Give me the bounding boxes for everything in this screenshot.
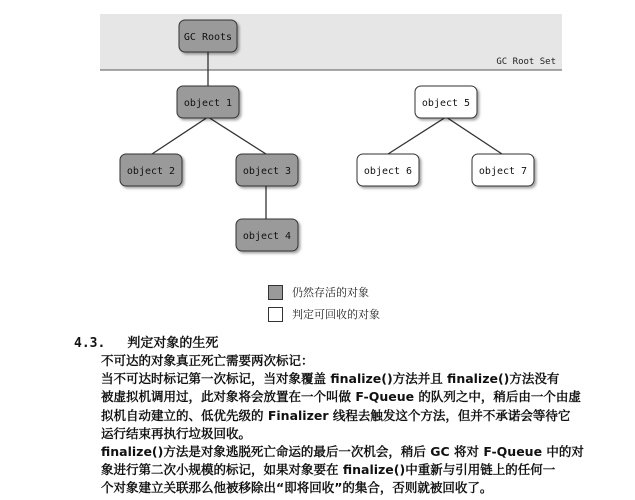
legend-item-live: [268, 281, 380, 303]
node-object-6-label: object 6: [363, 166, 413, 177]
section-number: 4.3.: [74, 336, 106, 351]
legend-label-dead: 判定可回收的对象: [292, 308, 380, 321]
node-object-5-label: object 5: [421, 98, 471, 109]
body-line: 被虚拟机调用过，此对象将会放置在一个叫做 F-Queue 的队列之中，稍后由一个由虚: [101, 389, 581, 405]
node-gc-roots-label: GC Roots: [183, 32, 233, 43]
legend-swatch-dead: [268, 307, 283, 322]
node-object-3-label: object 3: [242, 166, 292, 177]
node-object-7-label: object 7: [478, 166, 528, 177]
body-line: 当不可达时标记第一次标记，当对象覆盖 finalize()方法并且 finalize()方法没有: [101, 371, 560, 387]
body-line: 个对象建立关联那么他被移除出“即将回收”的集合，否则就被回收了。: [101, 480, 493, 496]
legend-label-live: 仍然存活的对象: [292, 286, 369, 299]
edge-object1-object2: [152, 117, 208, 154]
body-line: 不可达的对象真正死亡需要两次标记：: [101, 353, 314, 368]
legend-swatch-live: [268, 285, 283, 300]
gc-root-set-band: [100, 14, 562, 70]
node-object-1: [177, 86, 239, 118]
node-gc-roots: [179, 20, 237, 52]
legend-item-dead: [268, 303, 380, 325]
edge-object5-object6: [388, 117, 446, 154]
legend: [268, 281, 380, 325]
body-text: [101, 352, 631, 498]
body-line: 拟机自动建立的、低优先级的 Finalizer 线程去触发这个方法，但并不承诺会等待它: [101, 407, 571, 423]
gc-root-set-label: GC Root Set: [496, 57, 556, 67]
node-object-5: [415, 86, 477, 118]
node-object-3: [236, 154, 298, 186]
edge-object5-object7: [446, 117, 502, 154]
node-object-1-label: object 1: [183, 98, 233, 109]
body-line: 象进行第二次小规模的标记，如果对象要在 finalize()中重新与引用链上的任何一: [101, 462, 556, 478]
node-object-6: [357, 154, 419, 186]
node-object-2: [120, 154, 182, 186]
edge-object1-object3: [208, 117, 266, 154]
body-line: finalize()方法是对象逃脱死亡命运的最后一次机会，稍后 GC 将对 F-Queue 中的对: [101, 444, 584, 460]
node-object-2-label: object 2: [126, 166, 176, 177]
node-object-4-label: object 4: [242, 231, 292, 242]
section-heading: [74, 332, 218, 351]
node-object-4: [236, 219, 298, 251]
body-line: 运行结束再执行垃圾回收。: [101, 425, 252, 441]
node-object-7: [472, 154, 534, 186]
section-title: 判定对象的生死: [127, 336, 219, 351]
